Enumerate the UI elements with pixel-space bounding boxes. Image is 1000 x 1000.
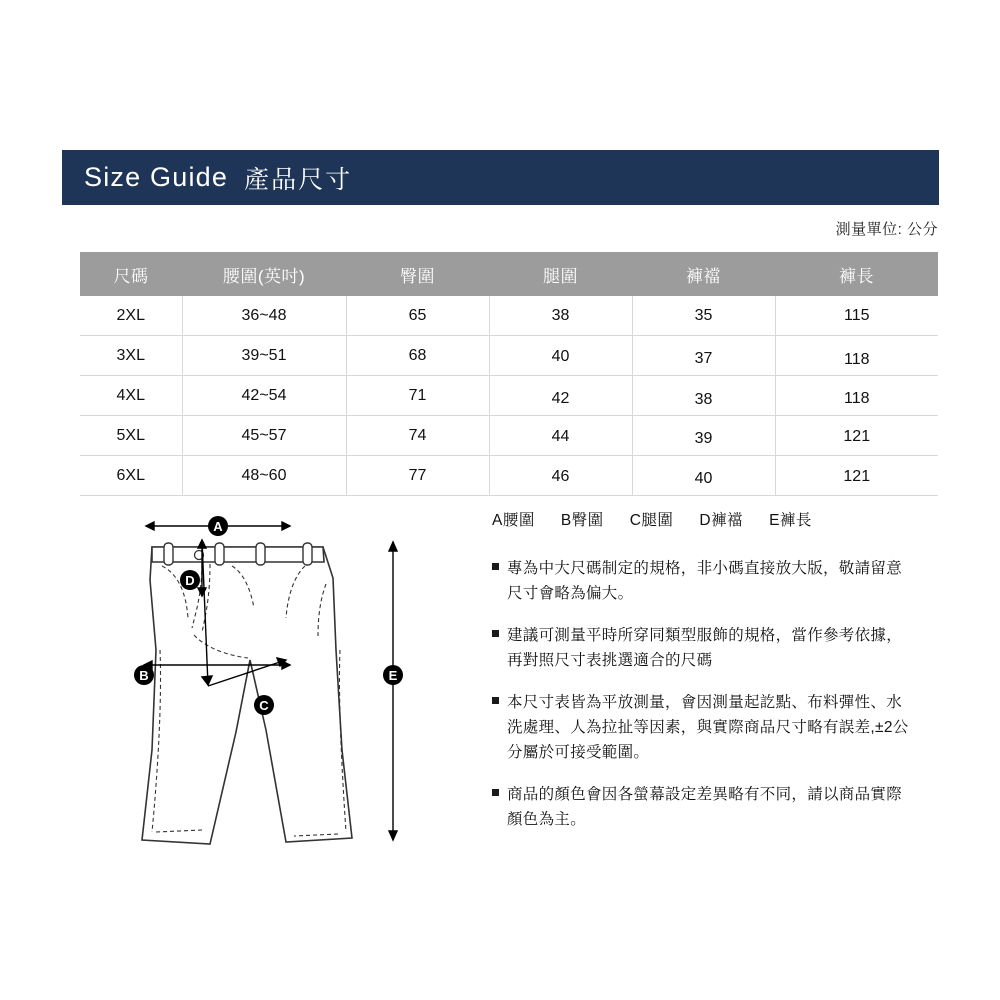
label-a: A [213,519,223,534]
bullet-icon [492,563,499,570]
column-header-hip: 臀圍 [346,252,489,296]
cell-thigh: 42 [489,379,632,419]
legend-item-c: C腿圍 [629,512,674,529]
legend-item-a: A腰圍 [492,512,535,529]
garment-measurement-diagram [90,500,460,880]
table-row [80,336,938,376]
cell-waist: 45~57 [182,416,346,456]
cell-hip: 77 [346,456,489,496]
table-body [80,296,938,496]
legend-item-d: D褲襠 [699,512,744,529]
cell-rise: 40 [632,459,775,499]
cell-waist: 42~54 [182,376,346,416]
cell-length: 121 [775,457,938,497]
cell-length: 118 [775,379,938,419]
cell-hip: 74 [346,416,489,456]
notes-panel [492,508,912,849]
column-header-rise: 褲襠 [632,252,775,296]
cell-size: 6XL [80,456,182,496]
cell-size: 5XL [80,416,182,456]
table-header [80,252,938,296]
cell-hip: 65 [346,296,489,336]
label-d: D [185,573,195,588]
table-row [80,296,938,336]
note-text: 專為中大尺碼制定的規格，非小碼直接放大版，敬請留意尺寸會略為偏大。 [507,560,903,602]
size-table [80,252,938,496]
column-header-length: 褲長 [775,252,938,296]
label-c: C [259,698,269,713]
cell-length: 115 [775,296,938,336]
cell-size: 2XL [80,296,182,336]
cell-thigh: 46 [489,457,632,497]
table-row [80,416,938,456]
table-row [80,376,938,416]
note-text: 本尺寸表皆為平放測量，會因測量起訖點、布料彈性、水洗處理、人為拉扯等因素，與實際商品尺寸略有誤差,±2公分屬於可接受範圍。 [507,694,909,761]
bullet-icon [492,697,499,704]
label-b: B [139,668,149,683]
cell-thigh: 38 [489,296,632,336]
header-banner [62,150,939,205]
cell-size: 3XL [80,336,182,376]
bullet-icon [492,789,499,796]
legend-item-b: B臀圍 [560,512,604,529]
table-header-row [80,252,938,296]
note-item [492,556,912,606]
cell-hip: 68 [346,336,489,376]
cell-rise: 35 [632,296,775,336]
column-header-thigh: 腿圍 [489,252,632,296]
page-title-en: Size Guide [84,162,229,192]
note-item [492,690,912,765]
cell-rise: 38 [632,380,775,420]
cell-waist: 39~51 [182,336,346,376]
table-row [80,456,938,496]
label-e: E [388,668,398,683]
column-header-size: 尺碼 [80,252,182,296]
legend-item-e: E褲長 [769,512,812,529]
column-header-waist: 腰圍(英吋) [182,252,346,296]
cell-rise: 39 [632,419,775,459]
bullet-icon [492,630,499,637]
measurement-legend [492,508,912,530]
cell-thigh: 40 [489,337,632,377]
cell-waist: 48~60 [182,456,346,496]
note-text: 商品的顏色會因各螢幕設定差異略有不同，請以商品實際顏色為主。 [507,786,903,828]
cell-thigh: 44 [489,417,632,457]
note-text: 建議可測量平時所穿同類型服飾的規格，當作參考依據，再對照尺寸表挑選適合的尺碼 [507,627,903,669]
page-title-zh: 產品尺寸 [244,165,353,194]
cell-length: 121 [775,417,938,457]
note-item [492,623,912,673]
cell-rise: 37 [632,339,775,379]
pants-outline [142,547,352,844]
cell-waist: 36~48 [182,296,346,336]
cell-size: 4XL [80,376,182,416]
measurement-unit-note: 測量單位: 公分 [835,221,938,238]
cell-length: 118 [775,340,938,380]
note-item [492,782,912,832]
cell-hip: 71 [346,376,489,416]
